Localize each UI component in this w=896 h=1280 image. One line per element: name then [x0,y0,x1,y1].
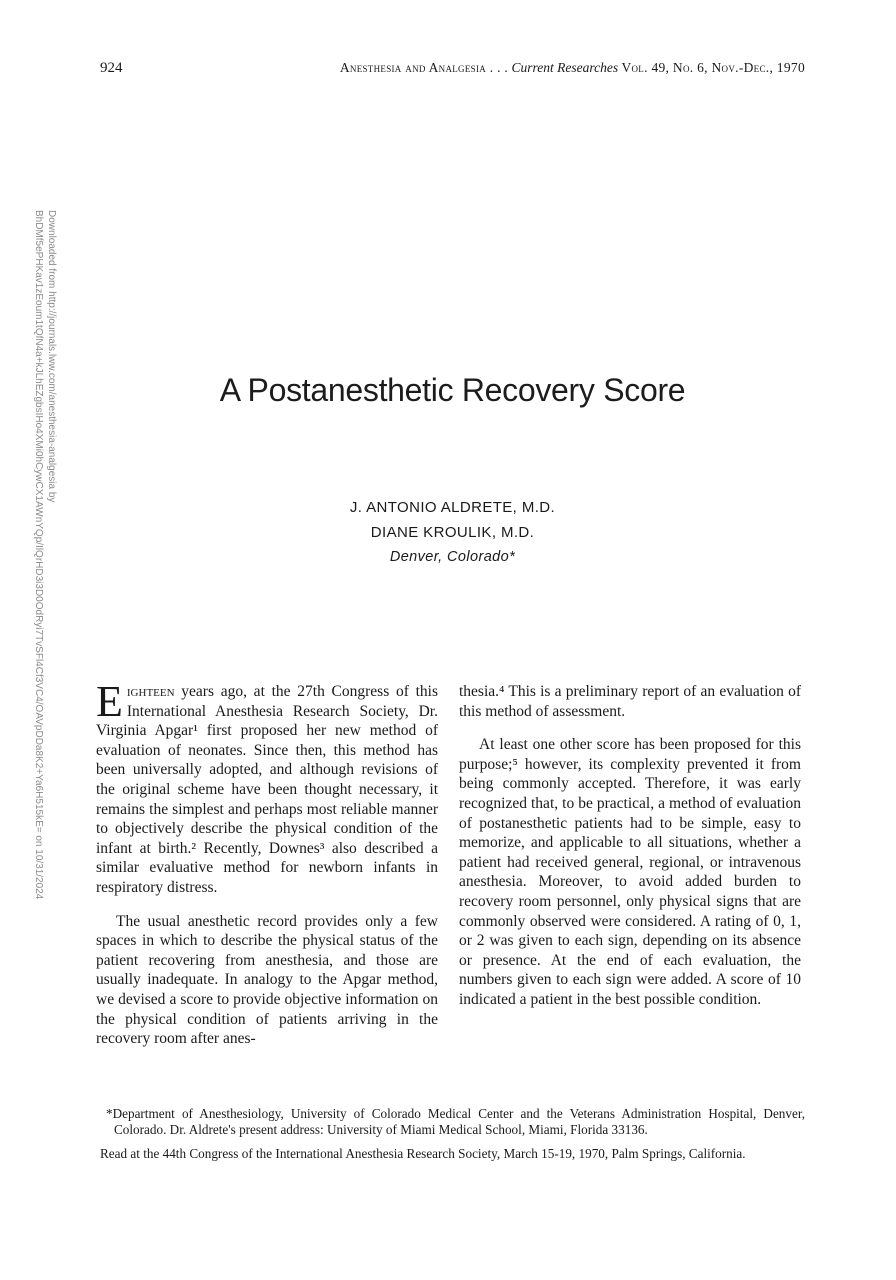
paragraph-record: The usual anesthetic record provides only a few spaces in which to describe the physical status of the patient recovering from anesthesia, and those are usually inadequate. In analogy to the Apgar method, we devised a score to provide objective information on the physical condition of patients arriving in the recovery room after anes- [96,912,438,1048]
page-number: 924 [100,60,123,76]
author-location: Denver, Colorado* [389,549,516,565]
article-title: A Postanesthetic Recovery Score [219,372,686,408]
running-header [100,60,805,77]
journal-name: Anesthesia and Analgesia . . . [339,60,509,75]
paragraph-intro [96,677,438,898]
footnote-affiliation: *Department of Anesthesiology, University of Colorado Medical Center and the Veterans Administration Hospital, Denver, Colorado. Dr. Aldrete's present address: University of Miami Medical School, Miami, Florida 33136. [106,1106,805,1137]
download-watermark: Downloaded from http://journals.lww.com/anesthesia-analgesia by BhDMf5ePHKav1zEoum1tQfN4a+kJLhEZgbsIHo4XMi0hCywCX1AWnYQp/IlQrHD3i3D0OdRyi7TvSFl4Cf3VC4/OAVpDDa8K2+Ya6H515kE= on 10/31/2024 [33,210,57,900]
issue-info: Vol. 49, No. 6, Nov.-Dec., 1970 [621,60,805,75]
paragraph-continued: thesia.⁴ This is a preliminary report of an evaluation of this method of assessment. [459,683,801,720]
intro-text: years ago, at the 27th Congress of this International Anesthesia Research Society, Dr. Virginia Apgar¹ first proposed her new method of evaluation of neonates. Since then, this method has been universally adopted, and although revisions of the original scheme have been thought necessary, it remains the simplest and perhaps most reliable manner to objectively describe the physical condition of the infant at birth.² Recently, Downes³ also described a similar evaluative method for newborn infants in respiratory distress. [96,683,438,896]
author-2: DIANE KROULIK, M.D. [370,524,535,541]
footnotes [100,1106,805,1170]
author-block [100,495,805,570]
journal-subtitle: Current Researches [511,60,619,75]
journal-citation [340,60,805,76]
column-left [96,677,438,1063]
drop-cap: E [96,677,123,726]
footnote-read-at: Read at the 44th Congress of the International Anesthesia Research Society, March 15-19, 1970, Palm Springs, California. [100,1146,746,1161]
column-right [459,682,801,1024]
author-1: J. ANTONIO ALDRETE, M.D. [349,499,556,516]
lead-word: ighteen [126,683,175,700]
paragraph-method: At least one other score has been proposed for this purpose;⁵ however, its complexity prevented it from being commonly accepted. Therefore, it was early recognized that, to be practical, a method of evaluation of postanesthetic patients had to be simple, easy to memorize, and applicable to all situations, whether a patient had received general, regional, or intravenous anesthesia. Moreover, to avoid added burden to recovery room personnel, only physical signs that are commonly observed were considered. A rating of 0, 1, or 2 was given to each sign, depending on its absence or presence. At the end of each evaluation, the numbers given to each sign were added. A score of 10 indicated a patient in the best possible condition. [459,736,801,1008]
